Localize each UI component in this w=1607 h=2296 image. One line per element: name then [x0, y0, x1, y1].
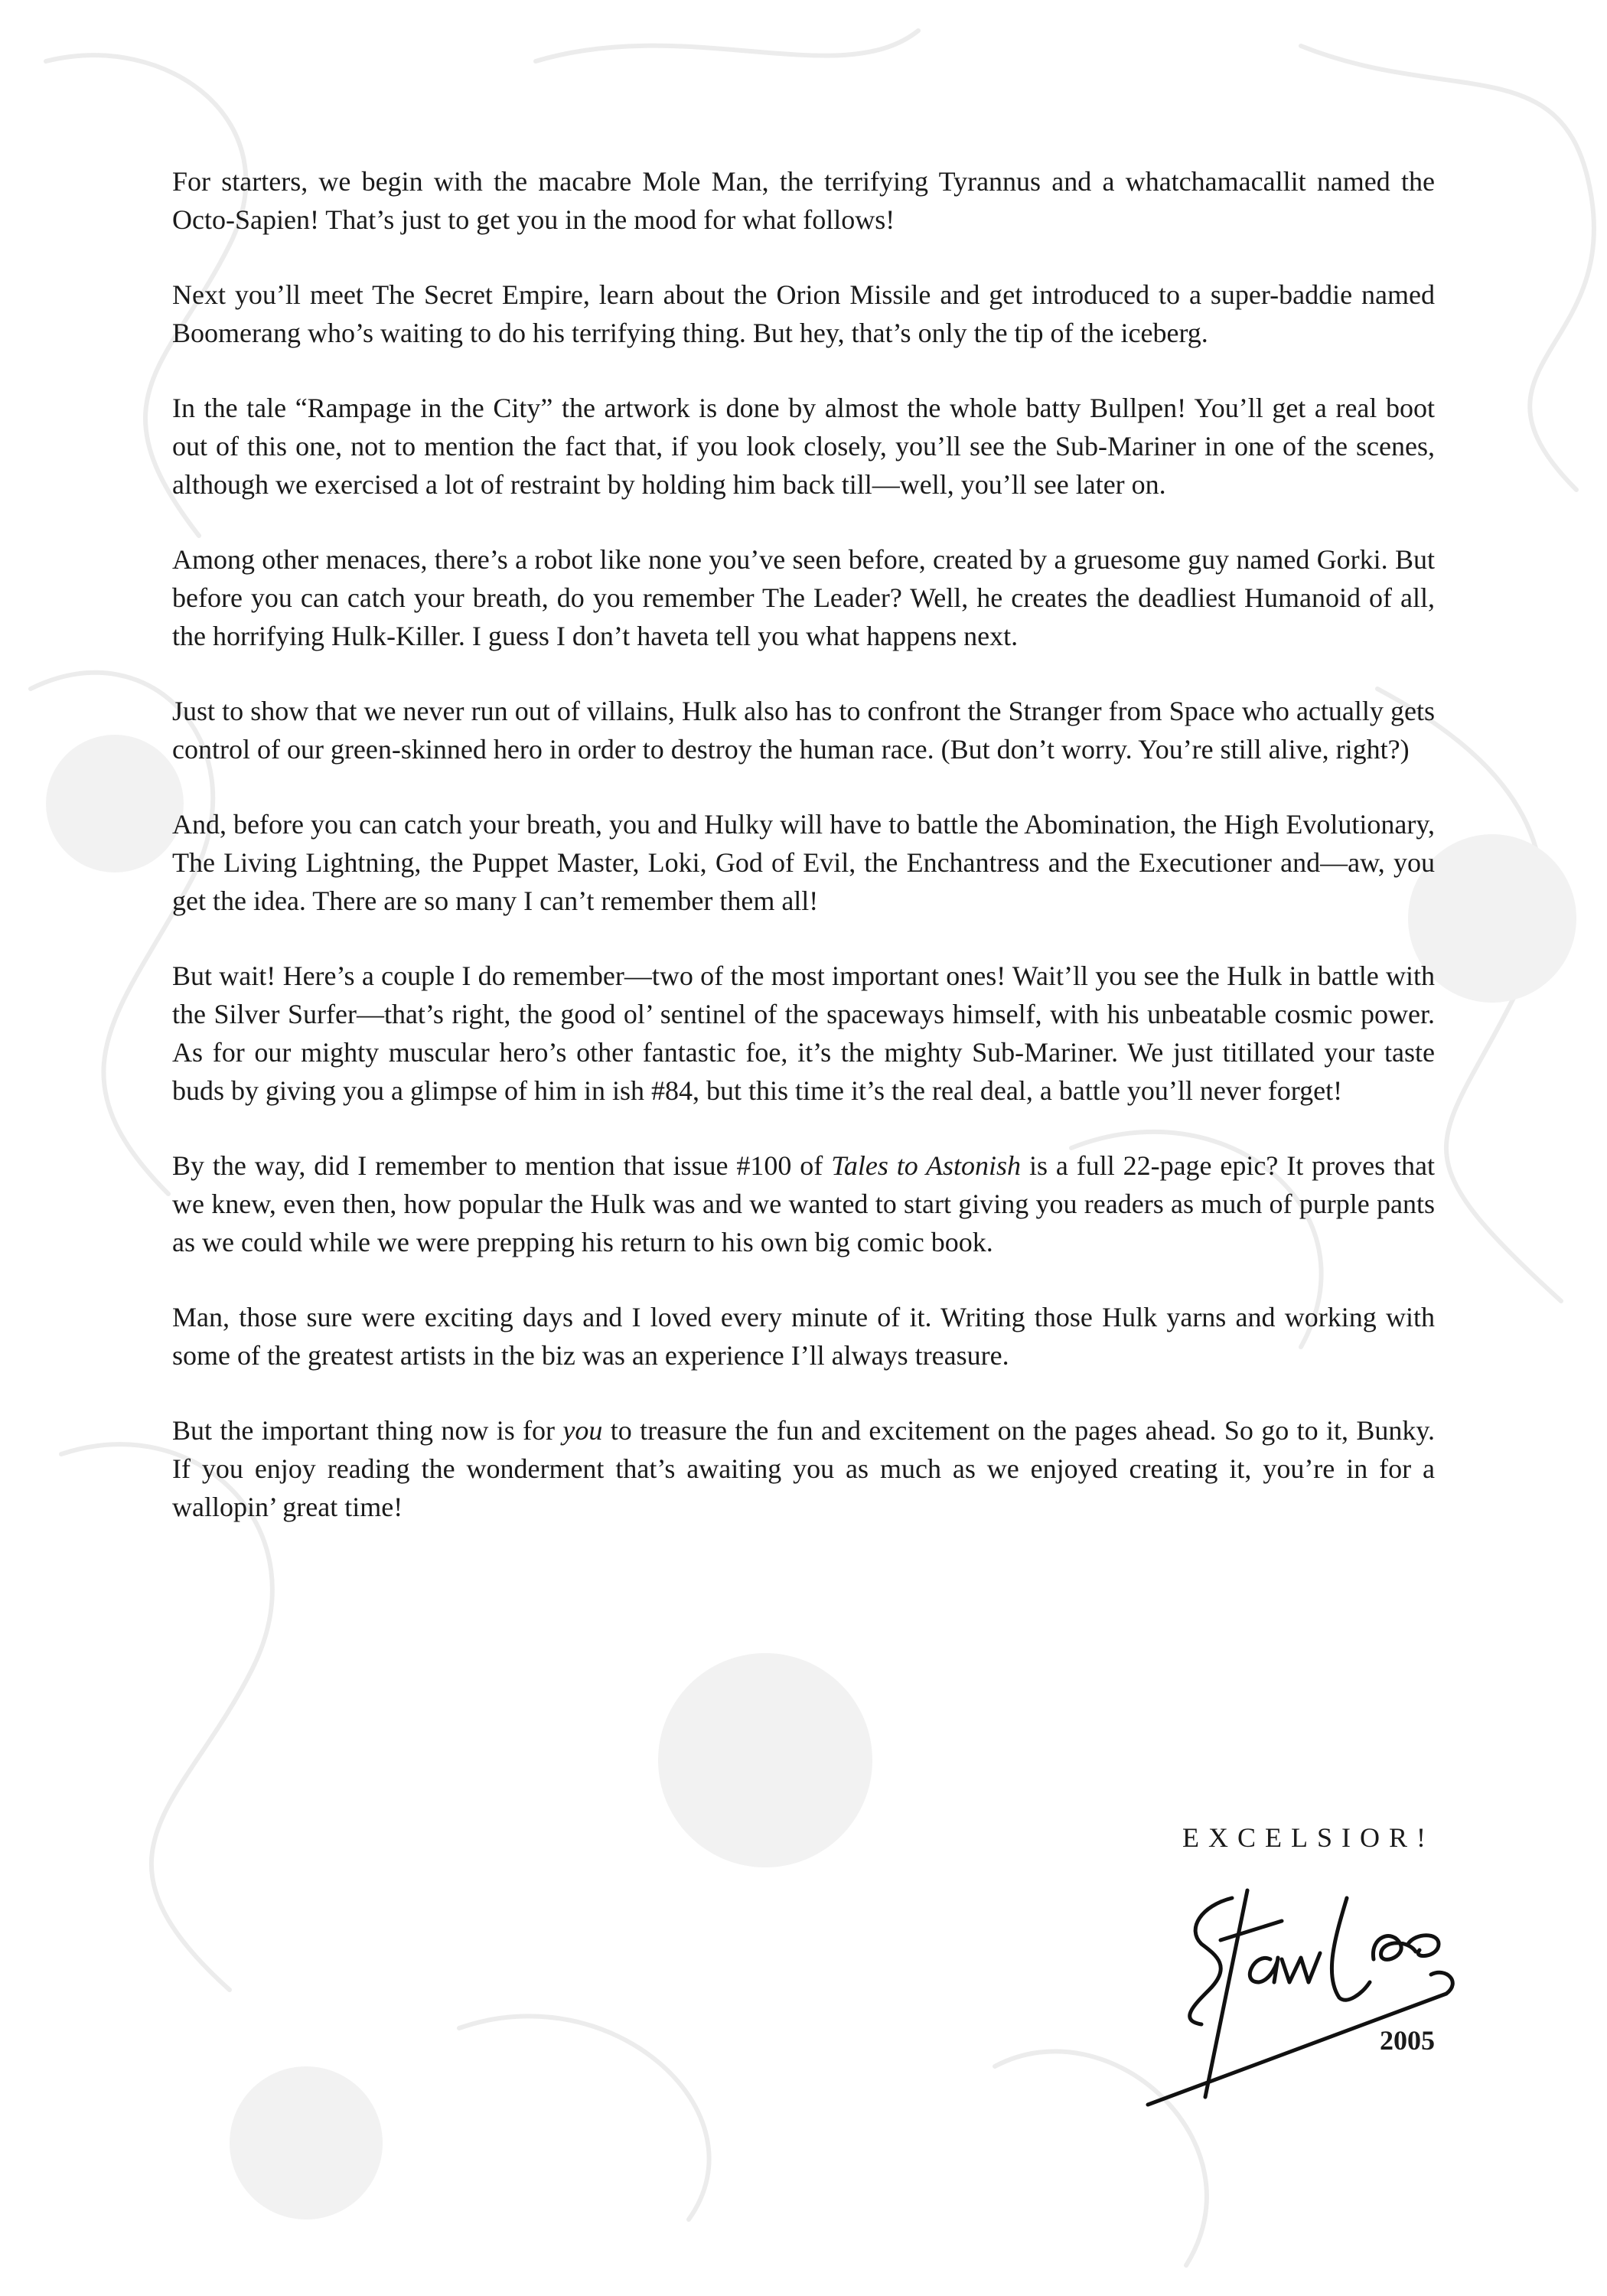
signature-graphic — [1117, 1867, 1469, 2120]
italic-text: you — [562, 1415, 603, 1446]
paragraph-text: Next you’ll meet The Secret Empire, learn about the Orion Missile and get introduced to a super-baddie named Boomerang who’s waiting to do his terrifying thing. But hey, that’s only the tip of the iceberg. — [172, 279, 1435, 348]
letter-paragraph — [172, 162, 1435, 239]
paragraph-text: Among other menaces, there’s a robot like none you’ve seen before, created by a gruesome guy named Gorki. But before you can catch your breath, do you remember The Leader? Well, he creates the deadliest Humanoid of all, the horrifying Hulk-Killer. I guess I don’t haveta tell you what happens next. — [172, 544, 1435, 651]
letter-paragraph — [172, 1298, 1435, 1375]
paragraph-text: In the tale “Rampage in the City” the artwork is done by almost the whole batty Bullpen! You’ll get a real boot out of this one, not to mention the fact that, if you look closely, you’ll see the Sub-Mariner in one of the scenes, although we exercised a lot of restraint by holding him back till—well, you’ll see later on. — [172, 393, 1435, 500]
letter-paragraph — [172, 957, 1435, 1110]
paragraph-text: to treasure the fun and excitement on the pages ahead. So go to it, Bunky. If you enjoy reading the wonderment that’s awaiting you as much as we enjoyed creating it, you’re in for a wallopin’ great time! — [172, 1415, 1435, 1522]
letter-paragraph — [172, 692, 1435, 768]
letter-paragraph — [172, 276, 1435, 352]
paragraph-text: Just to show that we never run out of villains, Hulk also has to confront the Stranger from Space who actually gets control of our green-skinned hero in order to destroy the human race. (But don’t worry. You’re still alive, right?) — [172, 696, 1435, 765]
paragraph-text: But the important thing now is for — [172, 1415, 563, 1446]
letter-paragraph — [172, 805, 1435, 920]
letter-paragraph — [172, 389, 1435, 504]
letter-body — [172, 162, 1435, 1563]
paragraph-text: By the way, did I remember to mention that issue #100 of — [172, 1150, 832, 1181]
signature-year: 2005 — [1380, 2025, 1435, 2056]
paragraph-text: But wait! Here’s a couple I do remember—two of the most important ones! Wait’ll you see the Hulk in battle with the Silver Surfer—that’s right, the good ol’ sentinel of the spaceways himself, with his unbeatable cosmic power. As for our mighty muscular hero’s other fantastic foe, it’s the mighty Sub-Mariner. We just titillated your taste buds by giving you a glimpse of him in ish #84, but this time it’s the real deal, a battle you’ll never forget! — [172, 960, 1435, 1106]
letter-paragraph — [172, 1146, 1435, 1261]
letter-paragraph — [172, 540, 1435, 655]
paragraph-text: And, before you can catch your breath, you and Hulky will have to battle the Abomination, the High Evolutionary, The Living Lightning, the Puppet Master, Loki, God of Evil, the Enchantress and the Executioner and—aw, you get the idea. There are so many I can’t remember them all! — [172, 809, 1435, 916]
paragraph-text: For starters, we begin with the macabre Mole Man, the terrifying Tyrannus and a whatchamacallit named the Octo-Sapien! That’s just to get you in the mood for what follows! — [172, 166, 1435, 235]
closing-excelsior: EXCELSIOR! — [1182, 1822, 1435, 1853]
paragraph-text: Man, those sure were exciting days and I loved every minute of it. Writing those Hulk yarns and working with some of the greatest artists in the biz was an experience I’ll always treasure. — [172, 1302, 1435, 1371]
italic-text: Tales to Astonish — [831, 1150, 1022, 1181]
letter-paragraph — [172, 1411, 1435, 1526]
paragraph-text: is a full 22-page epic? It proves that we knew, even then, how popular the Hulk was and we wanted to start giving you readers as much of purple pants as we could while we were prepping his return to his own big comic book. — [172, 1150, 1435, 1257]
